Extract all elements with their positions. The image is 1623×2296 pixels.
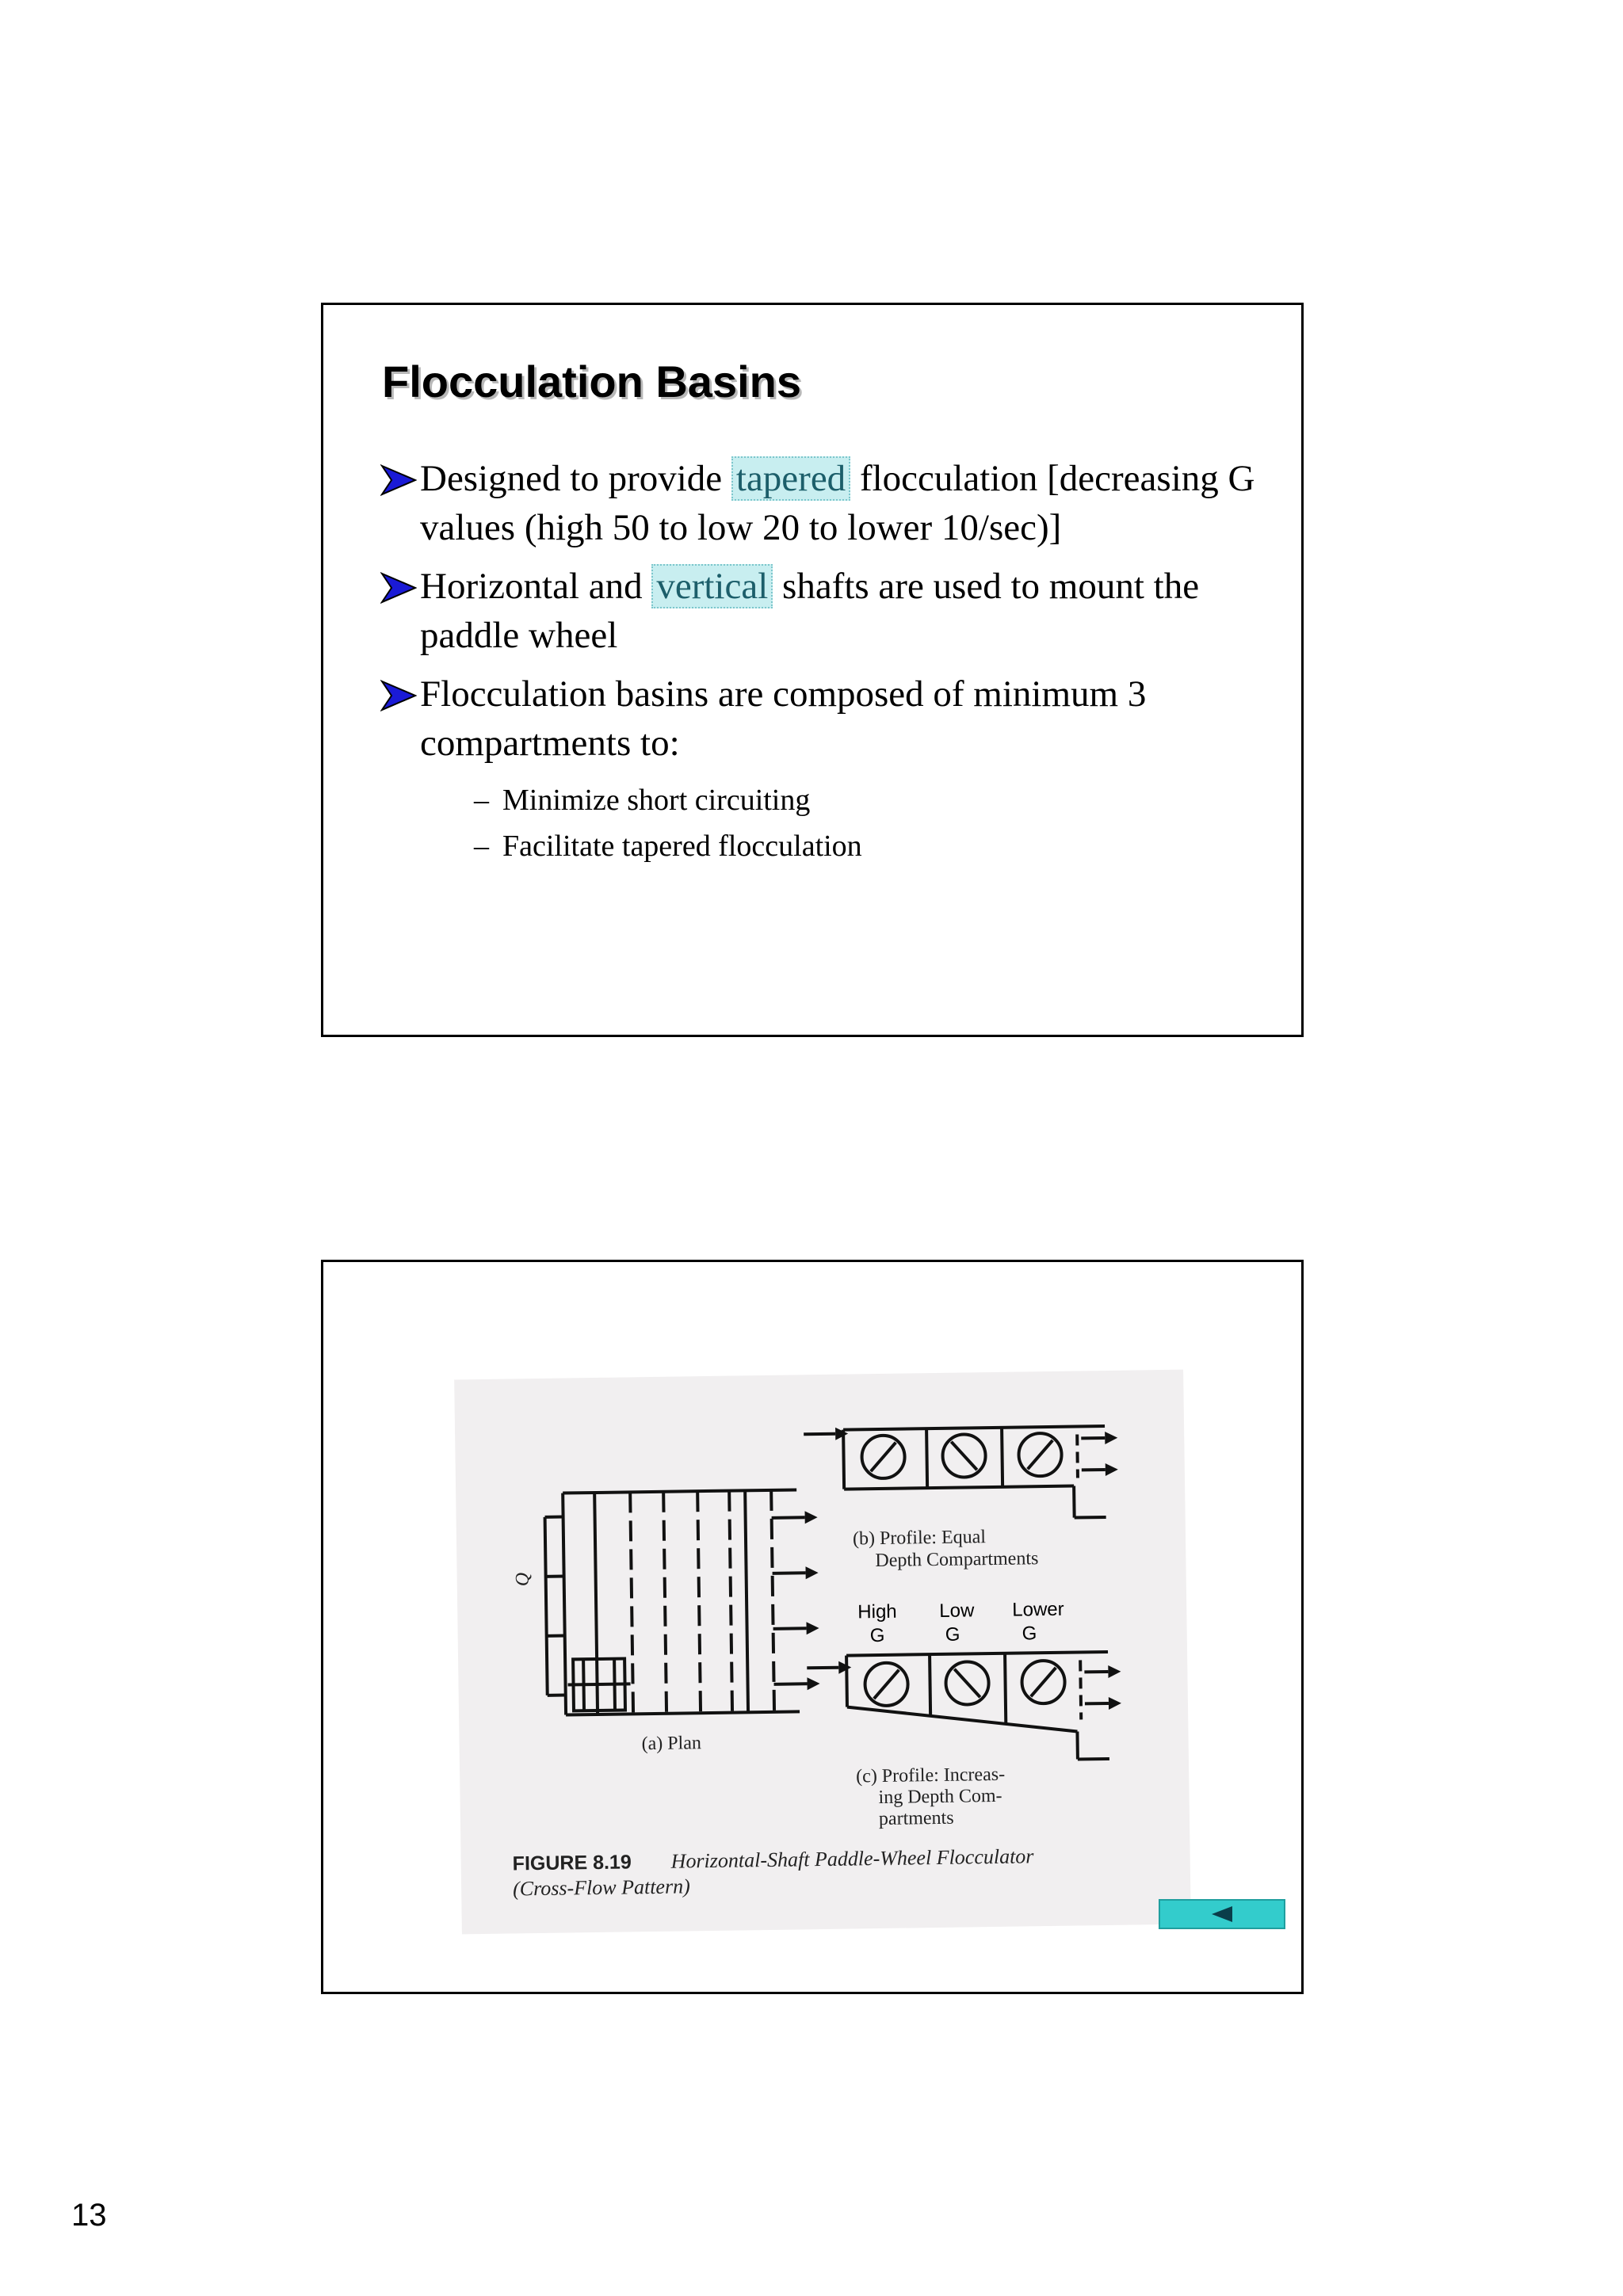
flocculator-diagram xyxy=(454,1370,1191,1935)
g-label-lower: Lower xyxy=(1012,1598,1064,1621)
profile-b-caption: (b) Profile: Equal xyxy=(852,1527,987,1550)
profile-c-caption: ing Depth Com- xyxy=(878,1785,1002,1809)
g-label-lower: G xyxy=(1022,1623,1037,1645)
g-label-high: G xyxy=(869,1624,885,1647)
figure-title: Horizontal-Shaft Paddle-Wheel Flocculator xyxy=(670,1844,1034,1873)
sub-bullet-item xyxy=(474,823,1268,869)
slide-flocculation-basins xyxy=(321,303,1304,1037)
q-label: Q xyxy=(512,1572,533,1587)
sub-bullet-text: Facilitate tapered flocculation xyxy=(502,830,862,863)
bullet-list xyxy=(380,454,1268,869)
highlighted-term[interactable]: tapered xyxy=(731,456,850,501)
page-number: 13 xyxy=(71,2198,107,2233)
back-button[interactable] xyxy=(1159,1899,1285,1929)
flocculator-figure xyxy=(454,1370,1191,1935)
dash-marker: – xyxy=(474,784,489,817)
figure-number: FIGURE 8.19 xyxy=(512,1851,632,1875)
sub-bullet-text: Minimize short circuiting xyxy=(502,784,811,817)
sub-bullet-item xyxy=(474,777,1268,823)
bullet-text: flocculation [decreasing G values (high 50 to low 20 to lower 10/sec)] xyxy=(420,458,1255,548)
g-label-high: High xyxy=(857,1600,897,1623)
g-label-low: G xyxy=(945,1623,960,1646)
profile-c-caption: partments xyxy=(878,1807,954,1830)
profile-b-caption: Depth Compartments xyxy=(875,1548,1039,1572)
bullet-text: Horizontal and xyxy=(420,566,652,607)
bullet-text: Designed to provide xyxy=(420,458,731,499)
arrow-bullet-icon xyxy=(380,680,417,711)
figure-subtitle: (Cross-Flow Pattern) xyxy=(512,1875,690,1901)
bullet-item xyxy=(380,669,1268,768)
triangle-left-icon xyxy=(1210,1905,1234,1924)
profile-c-caption: (c) Profile: Increas- xyxy=(856,1764,1006,1787)
arrow-bullet-icon xyxy=(380,572,417,604)
slide-title: Flocculation Basins xyxy=(382,357,801,406)
plan-caption: (a) Plan xyxy=(641,1733,702,1755)
bullet-item xyxy=(380,454,1268,552)
dash-marker: – xyxy=(474,830,489,863)
g-label-low: Low xyxy=(939,1600,975,1622)
highlighted-term[interactable]: vertical xyxy=(651,564,773,608)
arrow-bullet-icon xyxy=(380,464,417,496)
bullet-text: Flocculation basins are composed of minimum 3 compartments to: xyxy=(420,673,1147,764)
bullet-text: shafts are used to mount the paddle wheel xyxy=(420,566,1200,656)
bullet-item xyxy=(380,562,1268,660)
